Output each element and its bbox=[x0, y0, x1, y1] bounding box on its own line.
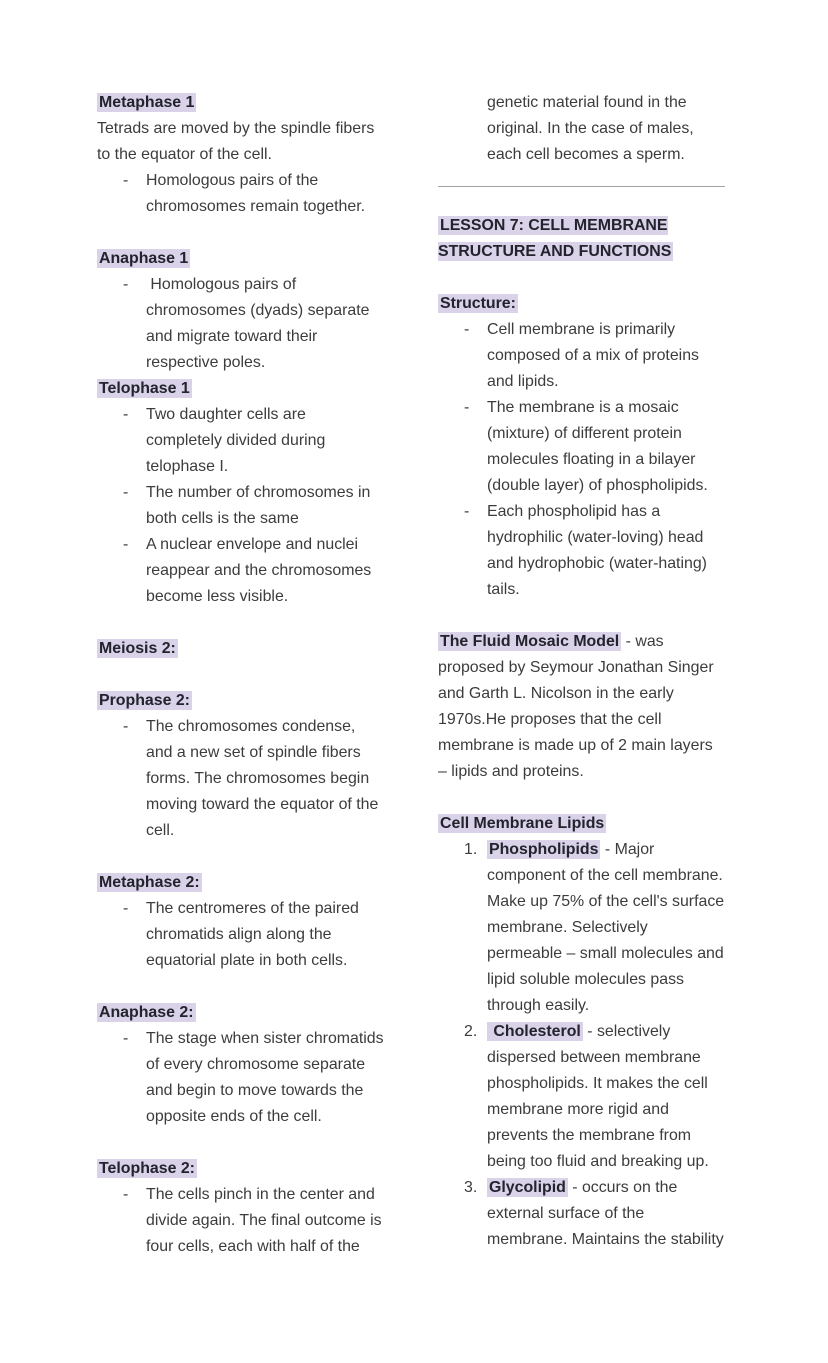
bullet-marker: - bbox=[123, 484, 129, 501]
section-heading bbox=[97, 688, 384, 714]
blank-line bbox=[438, 603, 725, 629]
text-run: Homologous pairs of chromosomes (dyads) separate and migrate toward their respective poles. bbox=[146, 276, 370, 371]
numbered-item bbox=[438, 837, 725, 1019]
text-run: Cell membrane is primarily composed of a mix of proteins and lipids. bbox=[487, 321, 699, 390]
item-text bbox=[146, 714, 384, 844]
blank-line bbox=[438, 785, 725, 811]
bullet-list bbox=[97, 168, 384, 220]
bullet-item bbox=[97, 714, 384, 844]
bullet-item bbox=[97, 896, 384, 974]
heading-text: Meiosis 2: bbox=[99, 640, 176, 657]
section-heading bbox=[97, 1156, 384, 1182]
bullet-marker: - bbox=[464, 399, 470, 416]
bullet-marker: - bbox=[123, 718, 129, 735]
heading-text: Structure: bbox=[440, 295, 516, 312]
highlighted-term: Glycolipid bbox=[489, 1179, 566, 1196]
item-text bbox=[487, 1019, 725, 1175]
paragraph bbox=[438, 629, 725, 785]
blank-line bbox=[97, 220, 384, 246]
left-column bbox=[97, 90, 384, 1260]
bullet-marker: - bbox=[123, 276, 129, 293]
bullet-item bbox=[438, 317, 725, 395]
bullet-marker: - bbox=[123, 406, 129, 423]
bullet-marker: - bbox=[123, 172, 129, 189]
text-run: The cells pinch in the center and divide again. The final outcome is four cells, each with half of the bbox=[146, 1186, 382, 1255]
item-text bbox=[146, 402, 384, 480]
bullet-item bbox=[97, 402, 384, 480]
bullet-item bbox=[97, 272, 384, 376]
heading-text: Metaphase 1 bbox=[99, 94, 195, 111]
section-heading bbox=[438, 213, 725, 265]
paragraph bbox=[97, 116, 384, 168]
text-run: - was proposed by Seymour Jonathan Singer and Garth L. Nicolson in the early 1970s.He proposes that the cell membrane is made up of 2 main layers – lipids and proteins. bbox=[438, 633, 714, 780]
blank-line bbox=[97, 1130, 384, 1156]
item-number: 2. bbox=[464, 1023, 478, 1040]
bullet-item bbox=[97, 480, 384, 532]
item-text bbox=[146, 532, 384, 610]
blank-line bbox=[438, 265, 725, 291]
item-text bbox=[487, 395, 725, 499]
section-heading bbox=[97, 376, 384, 402]
bullet-marker: - bbox=[464, 503, 470, 520]
numbered-item bbox=[438, 1019, 725, 1175]
section-heading bbox=[438, 291, 725, 317]
bullet-list bbox=[97, 272, 384, 376]
item-number: 3. bbox=[464, 1179, 478, 1196]
heading-text: Anaphase 2: bbox=[99, 1004, 194, 1021]
section-heading bbox=[97, 1000, 384, 1026]
bullet-item bbox=[97, 168, 384, 220]
text-run: Homologous pairs of the chromosomes remain together. bbox=[146, 172, 366, 215]
section-heading bbox=[97, 246, 384, 272]
two-column-layout bbox=[97, 90, 828, 1260]
section-divider bbox=[438, 186, 725, 213]
bullet-item bbox=[438, 499, 725, 603]
text-run: - selectively dispersed between membrane phospholipids. It makes the cell membrane more rigid and prevents the membrane from being too fluid and breaking up. bbox=[487, 1023, 709, 1170]
text-run: - occurs on the external surface of the membrane. Maintains the stability bbox=[487, 1179, 724, 1248]
numbered-list bbox=[438, 837, 725, 1253]
bullet-marker: - bbox=[123, 900, 129, 917]
bullet-list bbox=[97, 1182, 384, 1260]
section-heading bbox=[97, 90, 384, 116]
bullet-item bbox=[97, 1026, 384, 1130]
blank-line bbox=[97, 662, 384, 688]
section-heading bbox=[438, 811, 725, 837]
text-run: The centromeres of the paired chromatids align along the equatorial plate in both cells. bbox=[146, 900, 359, 969]
blank-line bbox=[97, 974, 384, 1000]
bullet-item bbox=[97, 532, 384, 610]
text-run: The number of chromosomes in both cells is the same bbox=[146, 484, 371, 527]
bullet-list bbox=[97, 402, 384, 610]
highlighted-term: Phospholipids bbox=[489, 841, 599, 858]
text-run: - Major component of the cell membrane. Make up 75% of the cell's surface membrane. Selectively permeable – small molecules and lipid soluble molecules pass through easily. bbox=[487, 841, 725, 1014]
item-text bbox=[487, 499, 725, 603]
item-text bbox=[487, 1175, 725, 1253]
item-text bbox=[146, 1182, 384, 1260]
bullet-list bbox=[97, 1026, 384, 1130]
bullet-item bbox=[97, 1182, 384, 1260]
bullet-list bbox=[97, 714, 384, 844]
right-column bbox=[438, 90, 725, 1260]
text-run: Each phospholipid has a hydrophilic (water-loving) head and hydrophobic (water-hating) tails. bbox=[487, 503, 707, 598]
item-text bbox=[146, 896, 384, 974]
highlighted-term: The Fluid Mosaic Model bbox=[440, 633, 620, 650]
paragraph bbox=[438, 90, 725, 168]
text-run: genetic material found in the original. In the case of males, each cell becomes a sperm. bbox=[487, 94, 694, 163]
item-text bbox=[487, 317, 725, 395]
blank-line bbox=[97, 844, 384, 870]
item-text bbox=[146, 1026, 384, 1130]
item-text bbox=[146, 480, 384, 532]
item-text bbox=[146, 168, 384, 220]
blank-line bbox=[97, 610, 384, 636]
text-run: The chromosomes condense, and a new set of spindle fibers forms. The chromosomes begin moving toward the equator of the cell. bbox=[146, 718, 379, 839]
bullet-list bbox=[97, 896, 384, 974]
heading-text: Cell Membrane Lipids bbox=[440, 815, 605, 832]
heading-text: Metaphase 2: bbox=[99, 874, 200, 891]
heading-text: Prophase 2: bbox=[99, 692, 190, 709]
section-heading bbox=[97, 636, 384, 662]
text-run: A nuclear envelope and nuclei reappear and the chromosomes become less visible. bbox=[146, 536, 372, 605]
text-run: Tetrads are moved by the spindle fibers to the equator of the cell. bbox=[97, 120, 375, 163]
bullet-item bbox=[438, 395, 725, 499]
bullet-marker: - bbox=[123, 536, 129, 553]
text-run: Two daughter cells are completely divided during telophase I. bbox=[146, 406, 326, 475]
heading-text: Anaphase 1 bbox=[99, 250, 189, 267]
bullet-marker: - bbox=[123, 1030, 129, 1047]
bullet-marker: - bbox=[464, 321, 470, 338]
heading-text: LESSON 7: CELL MEMBRANE STRUCTURE AND FUNCTIONS bbox=[438, 217, 672, 260]
item-number: 1. bbox=[464, 841, 478, 858]
highlighted-term: Cholesterol bbox=[489, 1023, 581, 1040]
heading-text: Telophase 1 bbox=[99, 380, 190, 397]
divider-line bbox=[438, 186, 725, 187]
item-text bbox=[487, 837, 725, 1019]
bullet-list bbox=[438, 317, 725, 603]
text-run: The membrane is a mosaic (mixture) of different protein molecules floating in a bilayer (double layer) of phospholipids. bbox=[487, 399, 708, 494]
heading-text: Telophase 2: bbox=[99, 1160, 195, 1177]
text-run: The stage when sister chromatids of every chromosome separate and begin to move towards the opposite ends of the cell. bbox=[146, 1030, 384, 1125]
numbered-item bbox=[438, 1175, 725, 1253]
section-heading bbox=[97, 870, 384, 896]
item-text bbox=[146, 272, 384, 376]
bullet-marker: - bbox=[123, 1186, 129, 1203]
